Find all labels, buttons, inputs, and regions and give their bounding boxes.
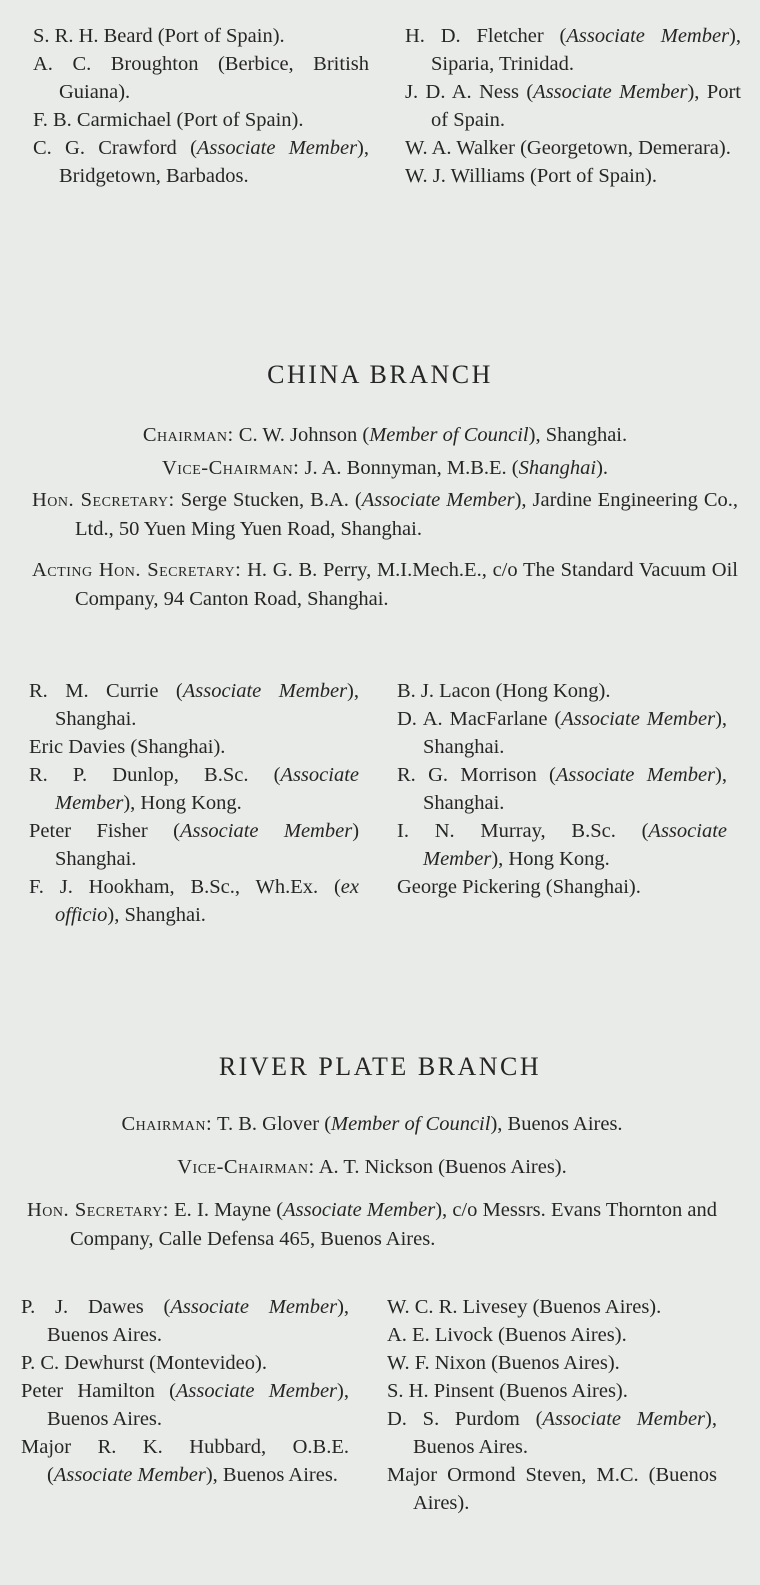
officer-role: Vice-Chairman: [177,1156,315,1178]
china-branch-officers [32,421,738,614]
member-entry: B. J. Lacon (Hong Kong). [397,680,611,702]
top-members-left-column [33,22,369,190]
member-entry: I. N. Murray, B.Sc. (Associate Member), Hong Kong. [397,820,727,870]
member-designation: Associate Member [175,1380,338,1402]
china-vice-chairman: Vice-Chairman: J. A. Bonnyman, M.B.E. (Shanghai). [161,457,609,479]
member-entry: C. G. Crawford (Associate Member), Bridgetown, Barbados. [33,137,369,187]
member-designation: Associate Member [179,820,353,842]
officer-designation: Member of Council [331,1113,491,1135]
river-plate-members-left-column [21,1293,349,1517]
china-members-left-column [29,677,359,929]
member-entry: Peter Fisher (Associate Member) Shanghai. [29,820,360,870]
member-entry: F. J. Hookham, B.Sc., Wh.Ex. (ex officio), Shanghai. [29,876,359,926]
member-designation: Associate Member [170,1296,338,1318]
china-acting-hon-secretary: Acting Hon. Secretary: H. G. B. Perry, M.I.Mech.E., c/o The Standard Vacuum Oil Company, 94 Canton Road, Shanghai. [32,559,739,610]
member-entry: W. C. R. Livesey (Buenos Aires). [387,1296,662,1318]
member-designation: Associate Member [423,820,727,870]
member-entry: Major Ormond Steven, M.C. (Buenos Aires). [387,1464,717,1514]
member-entry: Peter Hamilton (Associate Member), Buenos Aires. [21,1380,349,1430]
member-designation: Associate Member [555,764,716,786]
river-plate-branch-officers [27,1110,717,1254]
river-plate-vice-chairman: Vice-Chairman: A. T. Nickson (Buenos Aires). [177,1156,567,1178]
china-chairman: Chairman: C. W. Johnson (Member of Council), Shanghai. [142,424,628,446]
officer-role: Chairman: [142,424,234,446]
member-entry: P. J. Dawes (Associate Member), Buenos Aires. [21,1296,350,1346]
member-designation: ex officio [55,876,359,926]
member-entry: Major R. K. Hubbard, O.B.E. (Associate Member), Buenos Aires. [21,1436,349,1486]
member-designation: Associate Member [561,708,716,730]
member-entry: H. D. Fletcher (Associate Member), Siparia, Trinidad. [405,25,741,75]
member-entry: W. F. Nixon (Buenos Aires). [387,1352,620,1374]
member-designation: Associate Member [182,680,348,702]
officer-role: Vice-Chairman: [161,457,300,479]
officer-role: Hon. Secretary: [27,1199,169,1221]
member-entry: S. R. H. Beard (Port of Spain). [33,25,285,47]
member-entry: George Pickering (Shanghai). [397,876,641,898]
river-plate-members-right-column [387,1293,717,1517]
officer-role: Acting Hon. Secretary: [32,559,242,581]
member-entry: D. A. MacFarlane (Associate Member), Shanghai. [397,708,728,758]
china-hon-secretary: Hon. Secretary: Serge Stucken, B.A. (Associate Member), Jardine Engineering Co., Ltd., 50 Yuen Ming Yuen Road, Shanghai. [32,489,739,540]
river-plate-hon-secretary: Hon. Secretary: E. I. Mayne (Associate Member), c/o Messrs. Evans Thornton and Company, Calle Defensa 465, Buenos Aires. [27,1199,718,1250]
river-plate-branch-heading: RIVER PLATE BRANCH [218,1052,542,1081]
officer-designation: Associate Member [361,489,515,511]
member-entry: R. M. Currie (Associate Member), Shanghai. [29,680,359,730]
officer-designation: Shanghai [518,457,597,479]
member-entry: D. S. Purdom (Associate Member), Buenos Aires. [387,1408,717,1458]
top-member-list [33,22,741,190]
member-designation: Associate Member [53,1464,206,1486]
officer-designation: Member of Council [369,424,529,446]
china-members-right-column [397,677,727,929]
member-designation: Associate Member [533,81,688,103]
member-entry: R. P. Dunlop, B.Sc. (Associate Member), Hong Kong. [29,764,359,814]
officer-role: Chairman: [121,1113,213,1135]
member-entry: P. C. Dewhurst (Montevideo). [21,1352,267,1374]
member-entry: S. H. Pinsent (Buenos Aires). [387,1380,628,1402]
member-designation: Associate Member [566,25,730,47]
top-members-right-column [405,22,741,190]
officer-designation: Associate Member [283,1199,436,1221]
member-entry: A. C. Broughton (Berbice, British Guiana). [33,53,369,103]
river-plate-chairman: Chairman: T. B. Glover (Member of Council), Buenos Aires. [121,1113,623,1135]
river-plate-member-list [21,1293,717,1517]
member-designation: Associate Member [196,137,358,159]
member-entry: R. G. Morrison (Associate Member), Shanghai. [397,764,727,814]
china-branch-heading: CHINA BRANCH [267,360,493,389]
member-designation: Associate Member [55,764,359,814]
member-entry: J. D. A. Ness (Associate Member), Port of Spain. [405,81,742,131]
member-entry: A. E. Livock (Buenos Aires). [387,1324,627,1346]
member-entry: Eric Davies (Shanghai). [29,736,226,758]
officer-role: Hon. Secretary: [32,489,175,511]
china-member-list [29,677,727,929]
member-designation: Associate Member [542,1408,706,1430]
member-entry: W. J. Williams (Port of Spain). [405,165,658,187]
member-entry: W. A. Walker (Georgetown, Demerara). [405,137,731,159]
member-entry: F. B. Carmichael (Port of Spain). [33,109,304,131]
